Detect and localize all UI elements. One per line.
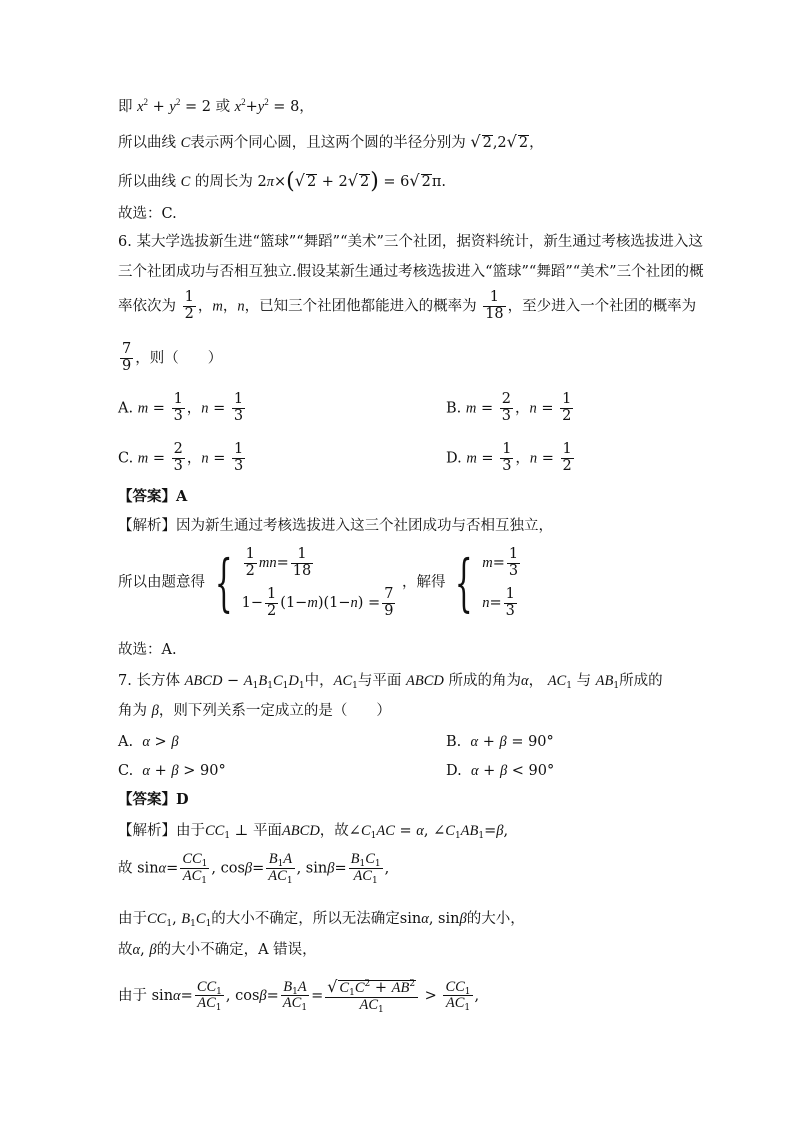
text: 表示两个同心圆，且这两个圆的半径分别为 [190, 135, 466, 151]
q7-option-a: A. α > β [118, 734, 179, 750]
text: 与平面 [357, 673, 402, 689]
q6-equation-system: 所以由题意得 { $\frac{1}{2}$ mn = $\frac{1}{18}$ 1− $\frac{1}{2}$ (1− m )(1− n ) = $\frac{7}{9}$ ，解得 { m = $\frac{1}{3}$ n = $\frac{1}{3}$ [118, 545, 519, 620]
text: 所以曲线 [118, 174, 176, 190]
q6-choose: 故选：A. [118, 642, 177, 658]
text: 角为 [118, 703, 147, 719]
q6-line-3: 率依次为 $\frac{1}{2}$ ，m，n，已知三个社团他都能进入的概率为 $\frac{1}{18}$ ，至少进入一个社团的概率为 [118, 289, 697, 322]
text: ，故 [319, 823, 349, 839]
q7-analysis-line-1: 【解析】由于$CC_1$ ⊥ 平面ABCD，故$\angle C_1AC = \alpha$, $\angle C_1AB_1=\beta$, [118, 823, 509, 841]
q7-option-b: B. α + β = 90° [446, 734, 554, 750]
q6-option-b: B. m = $\frac{2}{3}$ ，n = $\frac{1}{2}$ [446, 391, 572, 424]
q6-option-d: D. m = $\frac{1}{3}$ ，n = $\frac{1}{2}$ [446, 441, 572, 474]
text: ， [528, 673, 544, 689]
text: 平面 [252, 823, 282, 839]
option-label: C. [118, 450, 134, 467]
text: ， [529, 135, 544, 151]
text: 中， [304, 673, 334, 689]
text: 率依次为 [118, 298, 176, 315]
text: 由于 [118, 987, 147, 1004]
text: ，解得 [402, 574, 446, 591]
choose-line: 故选：C. [118, 206, 177, 222]
option-label: D. [446, 450, 462, 467]
option-label: A. [118, 400, 134, 417]
option-label: B. [446, 400, 462, 417]
q7-answer: 【答案】D [118, 791, 189, 808]
text: 所以由题意得 [118, 574, 205, 591]
text: ，至少进入一个社团的概率为 [507, 298, 697, 315]
text: 的大小不确定，所以无法确定 [211, 911, 400, 927]
q7-option-c: C. α + β > 90° [118, 763, 226, 779]
q6-line-2: 三个社团成功与否相互独立.假设某新生通过考核选拔进入“篮球”“舞蹈”“美术”三个社团的概 [118, 264, 704, 280]
q6-option-c: C. m = $\frac{2}{3}$ ，n = $\frac{1}{3}$ [118, 441, 244, 474]
option-label: A. [118, 734, 134, 750]
text: 由于 [118, 911, 147, 927]
option-label: D. [446, 763, 462, 779]
text-line-2: 所以曲线 C表示两个同心圆，且这两个圆的半径分别为 √ 2,2√ 2， [118, 132, 544, 151]
q7-line-2: 角为 β，则下列关系一定成立的是（ ） [118, 703, 391, 719]
text: 故 [118, 860, 133, 877]
text: 所以曲线 [118, 135, 176, 151]
q6-answer: 【答案】A [118, 488, 188, 505]
text: 所成的 [619, 673, 663, 689]
q7-analysis-line-2: 故 sinα= $\frac{CC_1}{AC_1}$ , cosβ= $\frac{B_1A}{AC_1}$ , sinβ= $\frac{B_1C_1}{AC_1}$ , [118, 851, 390, 886]
option-label: C. [118, 763, 134, 779]
text-line-3: 所以曲线 C 的周长为 2π×(√ 2 + 2√ 2) = 6√ 2π. [118, 169, 446, 194]
text: 的周长为 [194, 174, 253, 190]
option-label: B. [446, 734, 462, 750]
q6-line-4: $\frac{7}{9}$ ，则（ ） [122, 341, 223, 374]
q7-analysis-line-5: 由于 sinα= $\frac{CC_1}{AC_1}$ , cosβ= $\frac{B_1A}{AC_1}$ = $\frac{√ C_1C^2 + AB^2}{AC_1}$ > $\frac{CC_1}{AC_1}$ , [118, 977, 480, 1015]
q7-line-1: 7. 长方体 ABCD − $A_1B_1C_1D_1$中，$AC_1$与平面 ABCD 所成的角为α， $AC_1$ 与 $AB_1$所成的 [118, 673, 663, 691]
q7-analysis-line-3: 由于$CC_1$, $B_1C_1$的大小不确定，所以无法确定sinα, sinβ的大小， [118, 911, 525, 929]
text: ， [299, 99, 314, 115]
text: 的大小不确定，A 错误， [156, 942, 317, 958]
text: 所成的角为 [448, 673, 521, 689]
text: 的大小， [466, 911, 525, 927]
q7-option-d: D. α + β < 90° [446, 763, 555, 779]
text: 7. 长方体 [118, 673, 180, 689]
q6-line-1: 6. 某大学选拔新生进“篮球”“舞蹈”“美术”三个社团，据资料统计，新生通过考核选拔进入这 [118, 234, 703, 250]
text: . [441, 174, 446, 190]
equation-line-1: 即 $x^2 + y^2 = 2$ 或 $x^2+y^2 = 8$， [118, 97, 314, 115]
q6-option-a: A. m = $\frac{1}{3}$ ，n = $\frac{1}{3}$ [118, 391, 244, 424]
q7-analysis-line-4: 故α, β的大小不确定，A 错误， [118, 942, 317, 958]
text: ，已知三个社团他都能进入的概率为 [244, 298, 477, 315]
text: 即 [118, 99, 133, 115]
text: 故 [118, 942, 133, 958]
text: ，则（ ） [135, 350, 223, 367]
text: 或 [215, 99, 231, 115]
q6-analysis-line-1: 【解析】因为新生通过考核选拔进入这三个社团成功与否相互独立， [118, 518, 553, 534]
text: ，则下列关系一定成立的是（ ） [158, 703, 391, 719]
text: 【解析】由于 [118, 823, 205, 839]
text: 与 [576, 673, 592, 689]
